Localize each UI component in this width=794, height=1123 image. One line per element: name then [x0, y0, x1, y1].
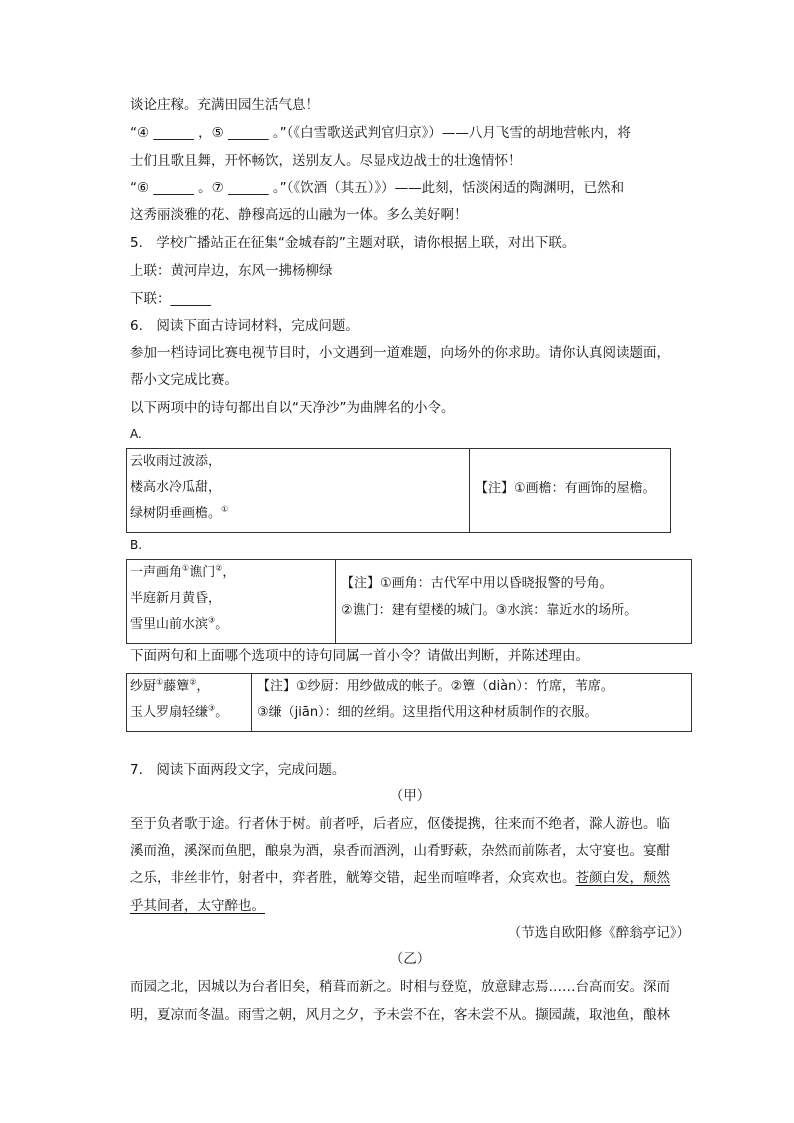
table-question-lines [126, 673, 692, 732]
passage-line: 之乐，非丝非竹，射者中，弈者胜，觥筹交错，起坐而喧哗者，众宾欢也。苍颜白发，颓然 [130, 870, 670, 886]
note-text: ②谯门：建有望楼的城门。③水滨：靠近水的场所。 [341, 603, 638, 618]
question-7: 7. 阅读下面两段文字，完成问题。 [130, 762, 346, 778]
question-5: 5. 学校广播站正在征集“金城春韵”主题对联，请你根据上联，对出下联。 [130, 235, 576, 251]
couplet-lower: 下联：______ [130, 291, 211, 307]
note-text: ③缣（jiān）：细的丝绢。这里指代用这种材质制作的衣服。 [257, 705, 598, 720]
poem-line: 雪里山前水滨③。 [130, 615, 229, 632]
passage-line: 明，夏凉而冬温。雨雪之朝，风月之夕，予未尝不在，客未尝不从。撷园蔬，取池鱼，酿林 [130, 1007, 670, 1023]
text-line: “⑥ ______ 。⑦ ______ 。”（《饮酒（其五）》）——此刻，恬淡闲适的陶渊明，已然和 [130, 180, 625, 196]
poem-line: 绿树阴垂画檐。① [130, 504, 229, 521]
poem-line: 纱厨①藤簟②， [130, 677, 210, 694]
underlined-sentence: 乎其间者，太守醉也。 [130, 898, 265, 914]
table-option-b [126, 559, 692, 644]
text-line: 这秀丽淡雅的花、静穆高远的山融为一体。多么美好啊！ [130, 207, 468, 223]
option-a-label: A. [130, 427, 142, 441]
text-line: 以下两项中的诗句都出自以“天净沙”为曲牌名的小令。 [130, 400, 455, 416]
passage-jia-title: （甲） [389, 788, 431, 804]
passage-source: （节选自欧阳修《醉翁亭记》） [507, 925, 690, 941]
passage-line: 溪而渔，溪深而鱼肥，酿泉为酒，泉香而酒洌，山肴野蔌，杂然而前陈者，太守宴也。宴酣 [130, 843, 670, 859]
couplet-upper: 上联：黄河岸边，东风一拂杨柳绿 [130, 263, 333, 279]
note-cell [469, 449, 670, 532]
note-cell [335, 560, 691, 643]
note-text: 【注】①画角：古代军中用以昏晓报警的号角。 [341, 576, 613, 591]
poem-cell [127, 674, 251, 731]
poem-cell [127, 560, 335, 643]
question-6-ask: 下面两句和上面哪个选项中的诗句同属一首小令？请做出判断，并陈述理由。 [130, 648, 589, 664]
poem-line: 楼高水冷瓜甜， [130, 480, 222, 495]
passage-line: 而园之北，因城以为台者旧矣，稍葺而新之。时相与登览，放意肆志焉……台高而安。深而 [130, 979, 670, 995]
passage-line: 至于负者歌于途。行者休于树。前者呼，后者应，伛偻提携，往来而不绝者，滁人游也。临 [130, 816, 670, 832]
text-line: 谈论庄稼。充满田园生活气息！ [130, 97, 319, 113]
note-text: 【注】①纱厨：用纱做成的帐子。②簟（diàn）：竹席，苇席。 [257, 679, 614, 694]
poem-cell [127, 449, 469, 532]
text-line: 参加一档诗词比赛电视节目时，小文遇到一道难题，向场外的你求助。请你认真阅读题面， [130, 345, 670, 361]
poem-line: 半庭新月黄昏， [130, 591, 222, 606]
text-line: 士们且歌且舞，开怀畅饮，送别友人。尽显戍边战士的壮逸情怀！ [130, 153, 522, 169]
underlined-sentence: 苍颜白发，颓然 [575, 870, 670, 886]
note-text: 【注】①画檐：有画饰的屋檐。 [475, 481, 656, 496]
poem-line: 玉人罗扇轻缣③。 [130, 703, 229, 720]
table-option-a [126, 448, 671, 533]
text-line: 帮小文完成比赛。 [130, 372, 238, 388]
poem-line: 云收雨过波添， [130, 454, 222, 469]
question-6: 6. 阅读下面古诗词材料，完成问题。 [130, 318, 359, 334]
passage-yi-title: （乙） [389, 951, 431, 967]
note-cell [251, 674, 691, 731]
text-line: “④ ______ ，⑤ ______ 。”（《白雪歌送武判官归京》）——八月飞雪的胡地营帐内，将 [130, 125, 631, 141]
poem-line: 一声画角①谯门②， [130, 563, 236, 580]
option-b-label: B. [130, 538, 143, 552]
